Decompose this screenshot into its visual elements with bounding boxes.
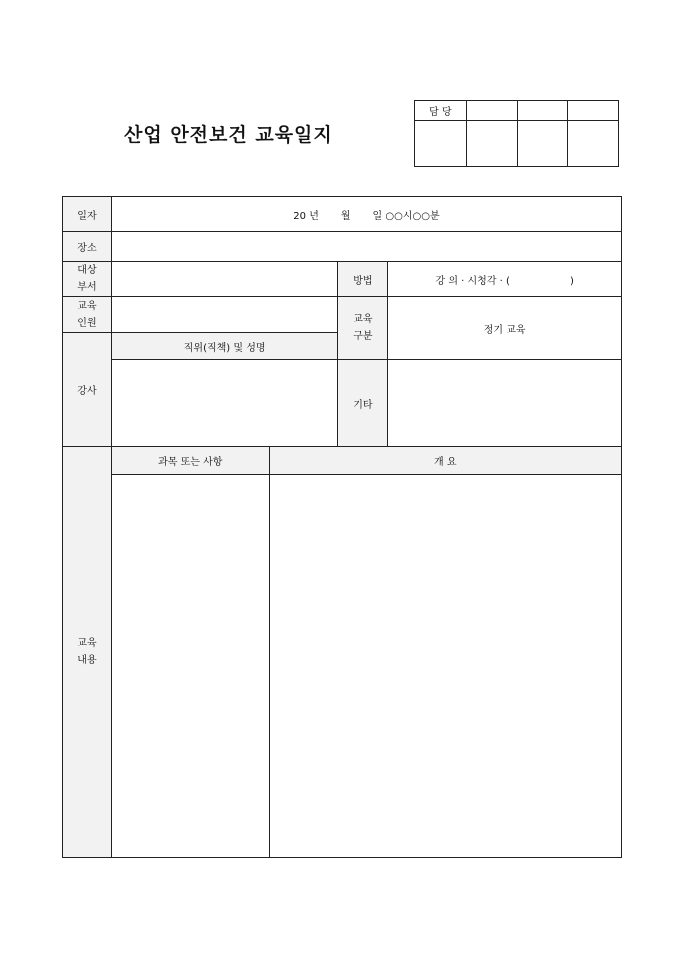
approval-sign-cell-3[interactable] [568, 121, 619, 167]
instructor-sub-header: 직위(직책) 및 성명 [111, 333, 338, 360]
page-title: 산업 안전보건 교육일지 [124, 124, 333, 146]
approval-label: 담 당 [415, 101, 467, 121]
method-close: ) [569, 275, 574, 287]
summary-header: 개 요 [269, 447, 621, 475]
edu-type-label: 교육 구분 [338, 297, 388, 360]
approval-sign-header-2 [517, 101, 568, 121]
edu-type-value[interactable]: 정기 교육 [388, 297, 622, 360]
instructor-label: 강사 [63, 333, 112, 447]
place-value[interactable] [111, 232, 621, 262]
target-dept-label: 대상 부서 [63, 262, 112, 297]
approval-box [414, 100, 619, 167]
education-log-form [62, 196, 622, 858]
content-label: 교육 내용 [63, 447, 112, 858]
date-month: 월 [340, 210, 351, 222]
trainees-value[interactable] [111, 297, 338, 333]
date-value[interactable] [111, 197, 621, 232]
summary-value[interactable] [269, 475, 621, 858]
method-value[interactable] [388, 262, 622, 297]
subject-value[interactable] [111, 475, 269, 858]
method-label: 방법 [338, 262, 388, 297]
instructor-value[interactable] [111, 360, 338, 447]
approval-sign-cell-0[interactable] [415, 121, 467, 167]
approval-sign-header-3 [568, 101, 619, 121]
method-options: 강 의 · 시청각 · ( [435, 275, 510, 287]
trainees-label: 교육 인원 [63, 297, 112, 333]
etc-label: 기타 [338, 360, 388, 447]
approval-sign-header-1 [466, 101, 517, 121]
date-year: 20 년 [293, 210, 319, 222]
date-day-time: 일 ○○시○○분 [372, 210, 440, 222]
date-label: 일자 [63, 197, 112, 232]
subject-header: 과목 또는 사항 [111, 447, 269, 475]
target-dept-value[interactable] [111, 262, 338, 297]
approval-sign-cell-1[interactable] [466, 121, 517, 167]
place-label: 장소 [63, 232, 112, 262]
etc-value[interactable] [388, 360, 622, 447]
approval-sign-cell-2[interactable] [517, 121, 568, 167]
